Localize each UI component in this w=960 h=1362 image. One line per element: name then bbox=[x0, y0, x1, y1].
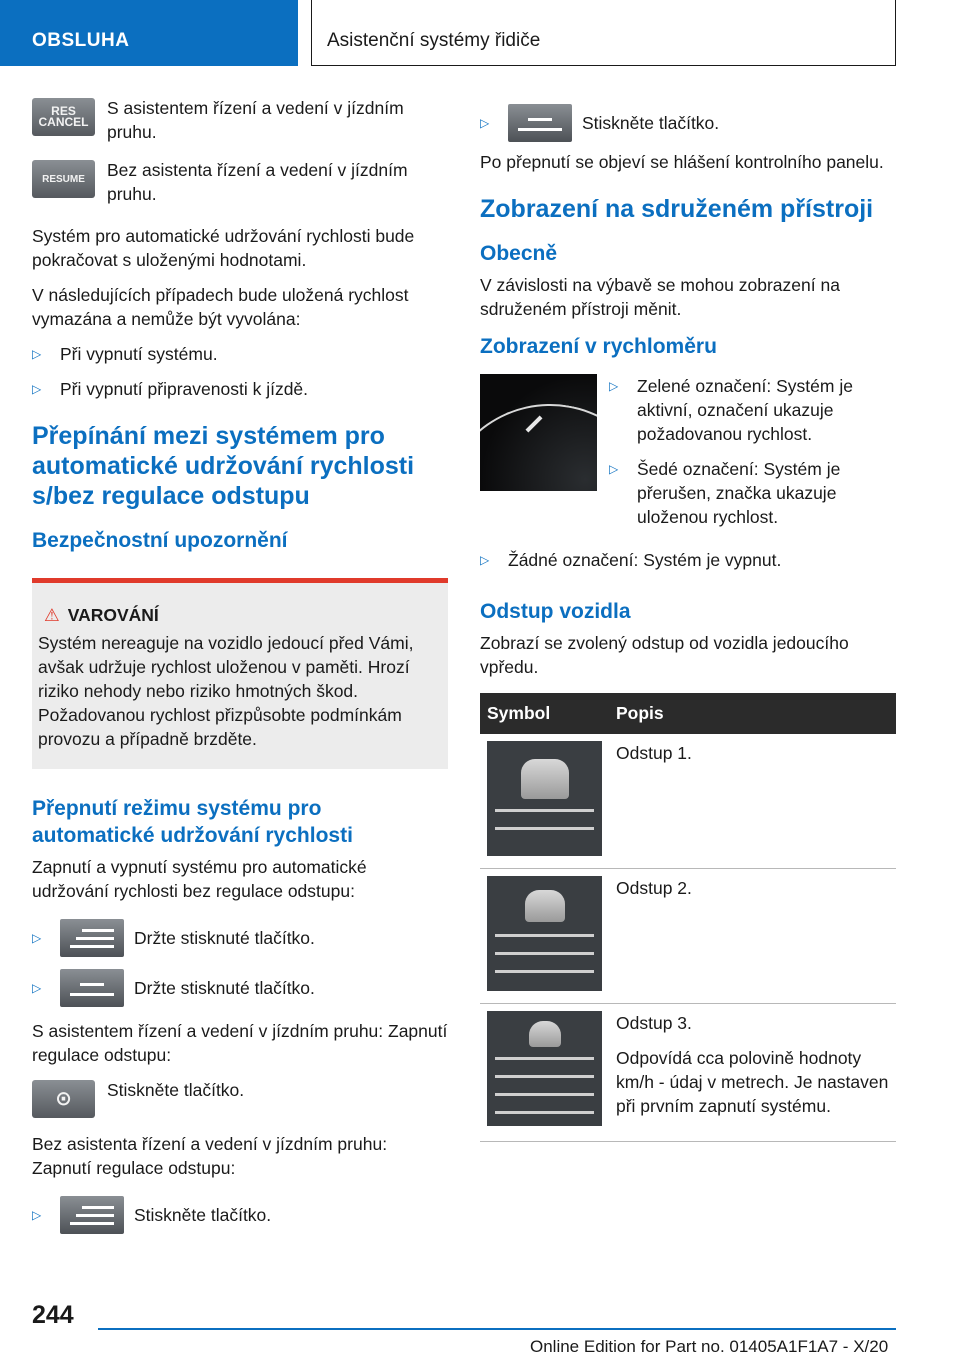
triangle-bullet-icon: ▷ bbox=[609, 462, 619, 476]
paragraph: Systém pro automatické udržování rychlosti bude pokračovat s uloženými hodnotami. bbox=[32, 226, 415, 270]
table-row: Odstup 3. Odpovídá cca polovině hodnoty km/h - údaj v metrech. Je nastaven při prvním zapnutí systému. bbox=[480, 1004, 896, 1142]
right-column bbox=[480, 104, 896, 1142]
section-tab: OBSLUHA bbox=[0, 0, 298, 66]
resume-text: Bez asistenta řízení a vedení v jízdním pruhu. bbox=[107, 160, 408, 204]
chapter-title: Asistenční systémy řidiče bbox=[311, 0, 896, 66]
warning-text: Systém nereaguje na vozidlo jedoucí před Vámi, avšak udržuje rychlost uloženou v paměti. Hrozí riziko nehody nebo riziko hmotných škod. Požadovanou rychlost přizpůsobte podmínkám provozu a případně brzděte. bbox=[38, 633, 414, 749]
paragraph: Po přepnutí se objeví se hlášení kontrolního panelu. bbox=[480, 152, 884, 172]
table-header-row bbox=[480, 693, 896, 734]
table-row: Odstup 2. bbox=[480, 869, 896, 1004]
distance-plus-button-icon bbox=[60, 919, 124, 957]
paragraph: V následujících případech bude uložená rychlost vymazána a nemůže být vyvolána: bbox=[32, 285, 409, 329]
triangle-bullet-icon: ▷ bbox=[32, 347, 42, 361]
res-cancel-row bbox=[32, 96, 448, 144]
edition-note: Online Edition for Part no. 01405A1F1A7 - X/20 bbox=[530, 1337, 889, 1356]
triangle-bullet-icon: ▷ bbox=[480, 116, 490, 130]
triangle-bullet-icon: ▷ bbox=[609, 379, 619, 393]
resume-row bbox=[32, 158, 448, 206]
distance-1-image bbox=[487, 741, 602, 856]
triangle-bullet-icon: ▷ bbox=[32, 1208, 42, 1222]
distance-button-icon bbox=[508, 104, 572, 142]
triangle-bullet-icon: ▷ bbox=[32, 931, 42, 945]
table-header-symbol: Symbol bbox=[480, 693, 609, 734]
triangle-bullet-icon: ▷ bbox=[32, 981, 42, 995]
list-item: ▷ Žádné označení: Systém je vypnut. bbox=[480, 550, 782, 570]
res-cancel-button-icon: RES CANCEL bbox=[32, 98, 95, 136]
list-item: ▷ Stiskněte tlačítko. bbox=[32, 1196, 448, 1234]
subsection-heading: Obecně bbox=[480, 242, 558, 265]
res-cancel-text: S asistentem řízení a vedení v jízdním pruhu. bbox=[107, 98, 404, 142]
warning-title: ⚠ VAROVÁNÍ bbox=[44, 605, 159, 625]
distance-button-icon bbox=[60, 969, 124, 1007]
steering-assist-button-icon: ⊙ bbox=[32, 1080, 95, 1118]
resume-button-icon: RESUME bbox=[32, 160, 95, 198]
list-item: ▷ Při vypnutí připravenosti k jízdě. bbox=[32, 379, 309, 399]
triangle-bullet-icon: ▷ bbox=[480, 553, 490, 567]
list-item: ▷ Zelené označení: Systém je aktivní, označení ukazuje požadovanou rychlost. bbox=[609, 376, 853, 444]
subsection-heading: Odstup vozidla bbox=[480, 600, 631, 623]
page-header bbox=[0, 0, 960, 66]
distance-plus-button-icon bbox=[60, 1196, 124, 1234]
section-heading: Přepínání mezi systémem pro automatické udržování rychlosti s/bez regulace odstupu bbox=[32, 422, 415, 510]
steering-assist-row: ⊙ Stiskněte tlačítko. bbox=[32, 1078, 448, 1118]
list-item: ▷ Při vypnutí systému. bbox=[32, 344, 218, 364]
list-item: ▷ Šedé označení: Systém je přerušen, značka ukazuje uloženou rychlost. bbox=[609, 459, 841, 527]
paragraph: V závislosti na výbavě se mohou zobrazení na sdruženém přístroji měnit. bbox=[480, 275, 840, 319]
footer-divider bbox=[98, 1328, 896, 1330]
speedometer-block bbox=[480, 374, 896, 540]
list-item: ▷ Držte stisknuté tlačítko. bbox=[32, 969, 448, 1007]
list-item: ▷ Stiskněte tlačítko. bbox=[480, 104, 896, 142]
paragraph: Bez asistenta řízení a vedení v jízdním pruhu: Zapnutí regulace odstupu: bbox=[32, 1134, 388, 1178]
distance-table bbox=[480, 693, 896, 1142]
left-column bbox=[32, 96, 448, 1246]
warning-box bbox=[32, 578, 448, 769]
section-heading: Zobrazení na sdruženém přístroji bbox=[480, 195, 874, 223]
paragraph: S asistentem řízení a vedení v jízdním pruhu: Zapnutí regulace odstupu: bbox=[32, 1021, 448, 1065]
triangle-bullet-icon: ▷ bbox=[32, 382, 42, 396]
warning-triangle-icon: ⚠ bbox=[44, 605, 60, 625]
speedometer-image bbox=[480, 374, 597, 491]
table-row: Odstup 1. bbox=[480, 734, 896, 869]
distance-3-image bbox=[487, 1011, 602, 1126]
table-header-description: Popis bbox=[609, 693, 896, 734]
subsection-heading: Bezpečnostní upozornění bbox=[32, 529, 288, 552]
subsection-heading: Zobrazení v rychloměru bbox=[480, 335, 717, 358]
page-number: 244 bbox=[32, 1301, 74, 1329]
paragraph: Zapnutí a vypnutí systému pro automatické udržování rychlosti bez regulace odstupu: bbox=[32, 857, 367, 901]
subsection-heading: Přepnutí režimu systému pro automatické udržování rychlosti bbox=[32, 797, 353, 847]
list-item: ▷ Držte stisknuté tlačítko. bbox=[32, 919, 448, 957]
paragraph: Zobrazí se zvolený odstup od vozidla jedoucího vpředu. bbox=[480, 633, 849, 677]
distance-2-image bbox=[487, 876, 602, 991]
